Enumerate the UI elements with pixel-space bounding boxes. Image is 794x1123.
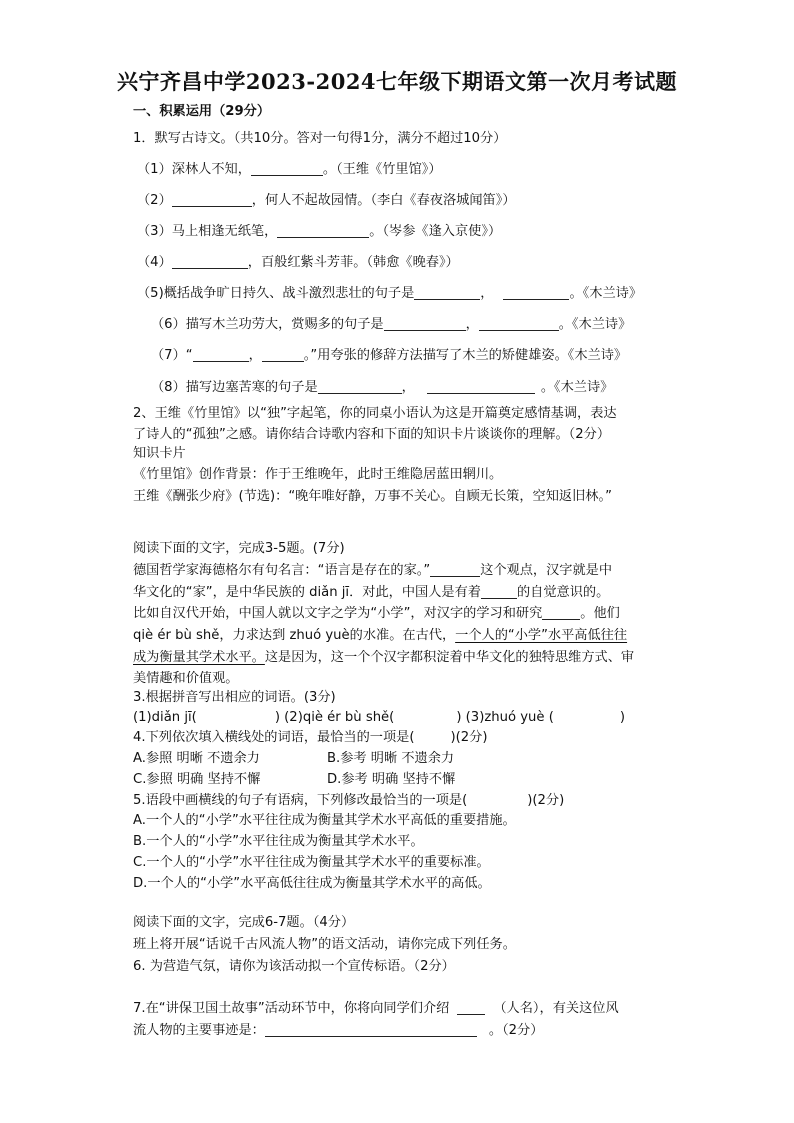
answer-blank[interactable]	[503, 285, 569, 300]
answer-blank[interactable]	[193, 347, 249, 362]
q1-item-text: （2）	[137, 193, 172, 208]
question-text: （人名），有关这位风	[493, 1001, 619, 1016]
answer-blank[interactable]	[457, 1000, 485, 1015]
knowledge-card-line: 王维《酬张少府》(节选)：“晚年唯好静，万事不关心。自顾无长策，空知返旧林。”	[133, 489, 612, 504]
option-d[interactable]: D.参考 明确 坚持不懈	[327, 772, 456, 787]
question-1-heading: 1．默写古诗文。（共10分。答对一句得1分，满分不超过10分）	[133, 131, 507, 146]
option-c[interactable]: C.一个人的“小学”水平往往成为衡量其学术水平的重要标准。	[133, 855, 490, 870]
question-3-heading: 3.根据拼音写出相应的词语。(3分)	[133, 690, 336, 705]
question-4-heading	[133, 729, 488, 747]
answer-blank[interactable]	[277, 223, 369, 238]
passage-line: 美情趣和价值观。	[133, 671, 239, 686]
question-text: 4.下列依次填入横线处的词语，最恰当的一项是(	[133, 730, 415, 745]
question-2-line: 了诗人的“孤独”之感。请你结合诗歌内容和下面的知识卡片谈谈你的理解。（2分）	[133, 427, 611, 442]
question-7-line	[133, 1022, 543, 1040]
passage-text: 这是因为，这一个个汉字都积淀着中华文化的独特思维方式、审	[264, 650, 635, 665]
passage-line	[133, 584, 609, 602]
passage-text: 的自觉意识的。	[516, 585, 610, 600]
pinyin-prompt: (1)diǎn jī(	[133, 710, 197, 725]
answer-blank[interactable]	[479, 316, 559, 331]
passage-line	[133, 562, 612, 580]
passage-text: 德国哲学家海德格尔有句名言：“语言是存在的家。”	[133, 563, 431, 578]
question-text: 流人物的主要事迹是：	[133, 1023, 265, 1038]
option-b[interactable]: B.一个人的“小学”水平往往成为衡量其学术水平。	[133, 834, 424, 849]
q1-item-4	[137, 254, 459, 272]
q1-item-text: ，何人不起故园情。（李白《春夜洛城闻笛》）	[251, 193, 516, 208]
passage-line	[133, 627, 627, 645]
q1-item-text: 。”用夸张的修辞方法描写了木兰的矫健雄姿。《木兰诗》	[303, 348, 628, 363]
question-5-heading	[133, 792, 564, 810]
option-c[interactable]: C.参照 明确 坚持不懈	[133, 772, 261, 787]
answer-blank[interactable]	[262, 347, 304, 362]
answer-blank[interactable]	[318, 379, 402, 394]
question-text: )(2分)	[450, 730, 488, 745]
answer-blank[interactable]	[172, 192, 252, 207]
q1-item-2	[137, 192, 516, 210]
passage-line	[133, 649, 634, 667]
answer-blank[interactable]	[384, 316, 466, 331]
answer-blank[interactable]	[542, 605, 580, 620]
q1-item-6	[151, 316, 631, 334]
q1-item-text: （5)概括战争旷日持久、战斗激烈悲壮的句子是	[137, 286, 415, 301]
passage-text: 华文化的“家”，是中华民族的 diǎn jī．对此，中国人是有着	[133, 585, 481, 600]
underlined-sentence: 成为衡量其学术水平。	[133, 650, 265, 665]
q1-item-text: 。（王维《竹里馆》）	[322, 162, 442, 177]
q1-item-7	[151, 347, 627, 365]
option-row	[133, 750, 454, 768]
passage-text: 这个观点，汉字就是中	[480, 563, 613, 578]
question-2-line: 2、王维《竹里馆》以“独”字起笔，你的同桌小语认为这是开篇奠定感情基调，表达	[133, 406, 617, 421]
pinyin-prompt: ) (3)zhuó yuè (	[456, 710, 554, 725]
option-d[interactable]: D.一个人的“小学”水平高低往往成为衡量其学术水平的高低。	[133, 876, 491, 891]
answer-blank[interactable]	[251, 161, 323, 176]
q1-item-1	[137, 161, 442, 179]
page-title: 兴宁齐昌中学2023-2024七年级下期语文第一次月考试题	[116, 69, 678, 94]
knowledge-card-line: 《竹里馆》创作背景：作于王维晚年，此时王维隐居蓝田辋川。	[133, 467, 503, 482]
answer-blank[interactable]	[427, 379, 535, 394]
q1-item-text: ，	[401, 380, 415, 395]
underlined-sentence: 一个人的“小学”水平高低往往	[455, 628, 628, 643]
question-text: 。（2分）	[488, 1023, 544, 1038]
q1-item-text: 。《木兰诗》	[569, 286, 643, 301]
section-heading: 一、积累运用（29分）	[133, 104, 271, 119]
q1-item-text: （3）马上相逢无纸笔，	[137, 224, 278, 239]
q1-item-text: （1）深林人不知，	[137, 162, 251, 177]
option-row	[133, 771, 455, 789]
option-a[interactable]: A.参照 明晰 不遗余力	[133, 751, 260, 766]
q1-item-text: ，百般红紫斗芳菲。（韩愈《晚春》）	[247, 255, 459, 270]
option-b[interactable]: B.参考 明晰 不遗余力	[327, 751, 455, 766]
q1-item-text: 。《木兰诗》	[540, 380, 614, 395]
passage-text: 比如自汉代开始，中国人就以文字之学为“小学”，对汉字的学习和研究	[133, 606, 543, 621]
q1-item-text: ，	[248, 348, 262, 363]
q1-item-text: ，	[465, 317, 479, 332]
passage-line: 班上将开展“话说千古风流人物”的语文活动，请你完成下列任务。	[133, 937, 516, 952]
question-7-line	[133, 1000, 619, 1018]
answer-blank[interactable]	[265, 1022, 477, 1037]
q1-item-text: （7）“	[151, 348, 193, 363]
passage-text: 。他们	[580, 606, 620, 621]
q1-item-text: ，	[480, 286, 494, 301]
reading-intro: 阅读下面的文字，完成3-5题。(7分)	[133, 541, 345, 556]
q1-item-text: 。（岑参《逢入京使》）	[369, 224, 502, 239]
knowledge-card-title: 知识卡片	[133, 446, 186, 461]
passage-line	[133, 605, 620, 623]
question-3-answers	[133, 709, 625, 727]
q1-item-text: （6）描写木兰功劳大，赏赐多的句子是	[151, 317, 384, 332]
option-a[interactable]: A.一个人的“小学”水平往往成为衡量其学术水平高低的重要措施。	[133, 813, 516, 828]
q1-item-text: （4）	[137, 255, 172, 270]
question-text: )(2分)	[527, 793, 565, 808]
answer-blank[interactable]	[172, 254, 248, 269]
question-text: 5.语段中画横线的句子有语病，下列修改最恰当的一项是(	[133, 793, 468, 808]
q1-item-8	[151, 379, 613, 397]
passage-text: qiè ér bù shě，力求达到 zhuó yuè的水准。在古代，	[133, 628, 456, 643]
answer-blank[interactable]	[430, 562, 480, 577]
reading-intro: 阅读下面的文字，完成6-7题。（4分）	[133, 915, 355, 930]
question-text: 7.在“讲保卫国土故事”活动环节中，你将向同学们介绍	[133, 1001, 450, 1016]
pinyin-prompt: ) (2)qiè ér bù shě(	[274, 710, 395, 725]
q1-item-3	[137, 223, 501, 241]
q1-item-5	[137, 285, 642, 303]
pinyin-prompt: )	[619, 710, 626, 725]
answer-blank[interactable]	[481, 584, 517, 599]
answer-blank[interactable]	[414, 285, 480, 300]
q1-item-text: 。《木兰诗》	[558, 317, 632, 332]
q1-item-text: （8）描写边塞苦寒的句子是	[151, 380, 318, 395]
question-6: 6. 为营造气氛，请你为该活动拟一个宣传标语。（2分）	[133, 959, 455, 974]
